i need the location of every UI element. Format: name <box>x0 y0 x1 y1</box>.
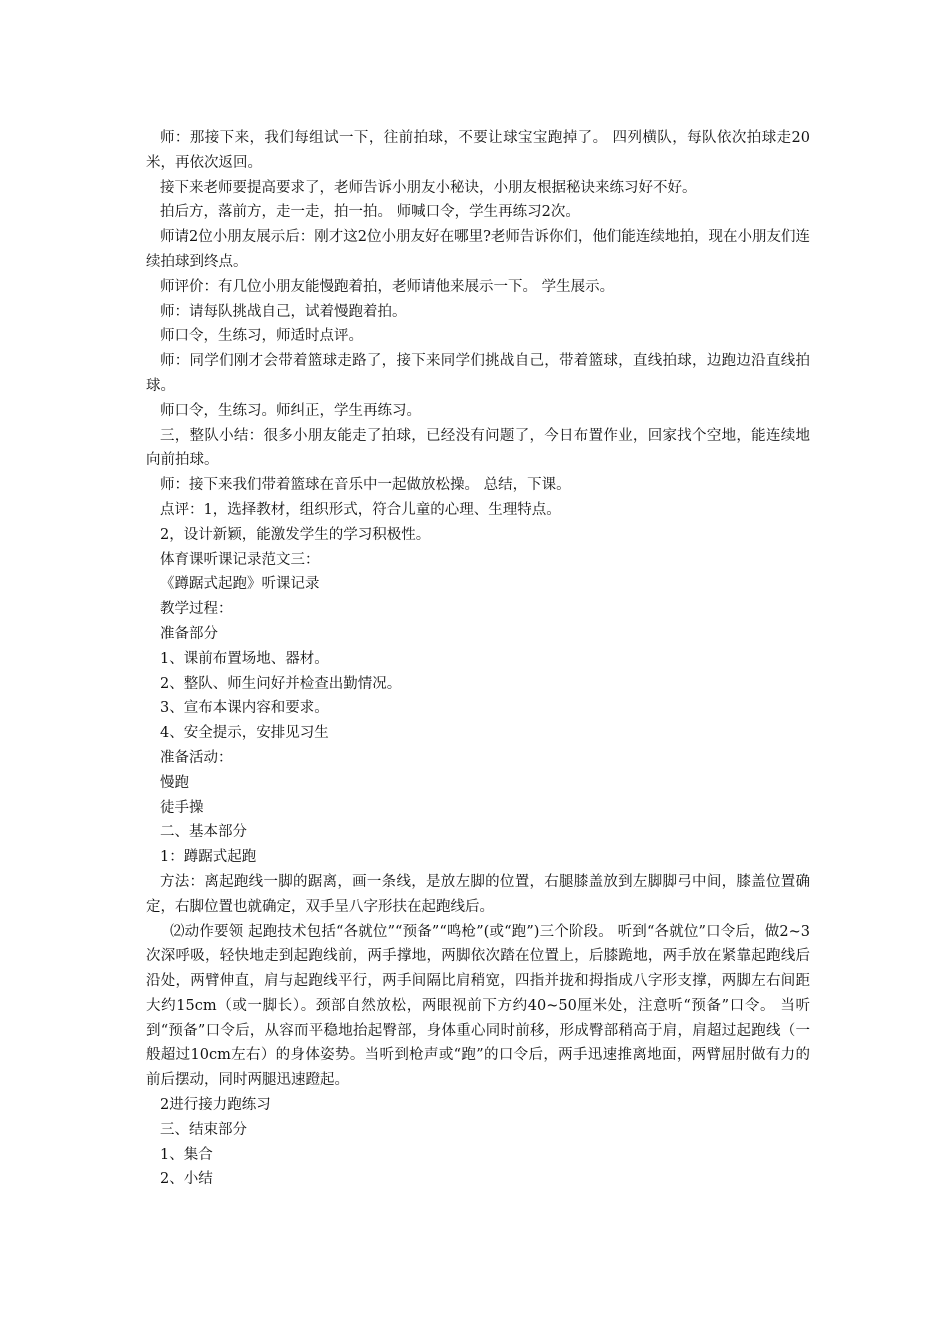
paragraph: 师口令，生练习。师纠正，学生再练习。 <box>160 402 421 419</box>
section-heading: 体育课听课记录范文三： <box>160 551 320 568</box>
list-item: 2、小结 <box>160 1171 213 1188</box>
list-item: 4、安全提示，安排见习生 <box>160 725 329 742</box>
paragraph: 师请2位小朋友展示后：刚才这2位小朋友好在哪里?老师告诉你们，他们能连续地拍，现在小朋友们连续拍球到终点。 <box>146 229 810 270</box>
list-item: 慢跑 <box>160 774 189 791</box>
record-title: 《蹲踞式起跑》听课记录 <box>160 576 320 593</box>
section-heading: 教学过程： <box>160 601 233 618</box>
paragraph: 师：同学们刚才会带着篮球走路了，接下来同学们挑战自己，带着篮球，直线拍球，边跑边沿直线拍球。 <box>146 353 810 394</box>
list-item: 3、宣布本课内容和要求。 <box>160 700 329 717</box>
list-item: 2进行接力跑练习 <box>160 1097 271 1114</box>
paragraph: 方法：离起跑线一脚的踞离，画一条线，是放左脚的位置，右腿膝盖放到左脚脚弓中间，膝盖位置确定，右脚位置也就确定，双手呈八字形扶在起跑线后。 <box>146 873 810 915</box>
section-heading: 三、结束部分 <box>160 1121 247 1138</box>
list-item: 1、集合 <box>160 1146 213 1163</box>
paragraph: 2，设计新颖，能激发学生的学习积极性。 <box>160 526 431 543</box>
list-item: 徒手操 <box>160 799 204 816</box>
list-item: 1：蹲踞式起跑 <box>160 849 257 866</box>
paragraph: 三，整队小结：很多小朋友能走了拍球，已经没有问题了，今日布置作业，回家找个空地，能连续地向前拍球。 <box>146 427 810 469</box>
list-item: 2、整队、师生问好并检查出勤情况。 <box>160 675 402 692</box>
paragraph: 师评价：有几位小朋友能慢跑着拍，老师请他来展示一下。 学生展示。 <box>160 278 615 295</box>
paragraph: 师：接下来我们带着篮球在音乐中一起做放松操。 总结，下课。 <box>160 477 571 494</box>
paragraph: 师口令，生练习，师适时点评。 <box>160 328 363 345</box>
section-heading: 准备活动： <box>160 749 233 766</box>
list-item: 1、课前布置场地、器材。 <box>160 650 329 667</box>
paragraph: 接下来老师要提高要求了，老师告诉小朋友小秘诀，小朋友根据秘诀来练习好不好。 <box>160 179 697 196</box>
paragraph: 师：那接下来，我们每组试一下，往前拍球，不要让球宝宝跑掉了。 四列横队，每队依次拍球走20米，再依次返回。 <box>146 130 810 171</box>
paragraph: 拍后方，落前方，走一走，拍一拍。 师喊口令，学生再练习2次。 <box>160 204 580 221</box>
section-heading: 准备部分 <box>160 625 218 642</box>
paragraph: 师：请每队挑战自己，试着慢跑着拍。 <box>160 303 407 320</box>
paragraph: ⑵动作要领 起跑技术包括“各就位”“预备”“鸣枪”(或“跑”)三个阶段。 听到“各就位”口令后，做2~3次深呼吸，轻快地走到起跑线前，两手撑地，两脚依次踏在位置上，后膝跪地，两手放在紧靠起跑线后沿处，两臂伸直，肩与起跑线平行，两手间隔比肩稍宽，四指并拢和拇指成八字形支撑，两脚左右间距大约15cm（或一脚长）。颈部自然放松，两眼视前下方约40~50厘米处，注意听“预备”口令。 当听到“预备”口令后，从容而平稳地抬起臀部，身体重心同时前移，形成臀部稍高于肩，肩超过起跑线（一般超过10cm左右）的身体姿势。当听到枪声或“跑”的口令后，两手迅速推离地面，两臂屈肘做有力的前后摆动，同时两腿迅速蹬起。 <box>146 923 810 1089</box>
paragraph: 点评：1，选择教材，组织形式，符合儿童的心理、生理特点。 <box>160 501 561 518</box>
section-heading: 二、基本部分 <box>160 824 247 841</box>
document-body <box>146 126 810 1192</box>
